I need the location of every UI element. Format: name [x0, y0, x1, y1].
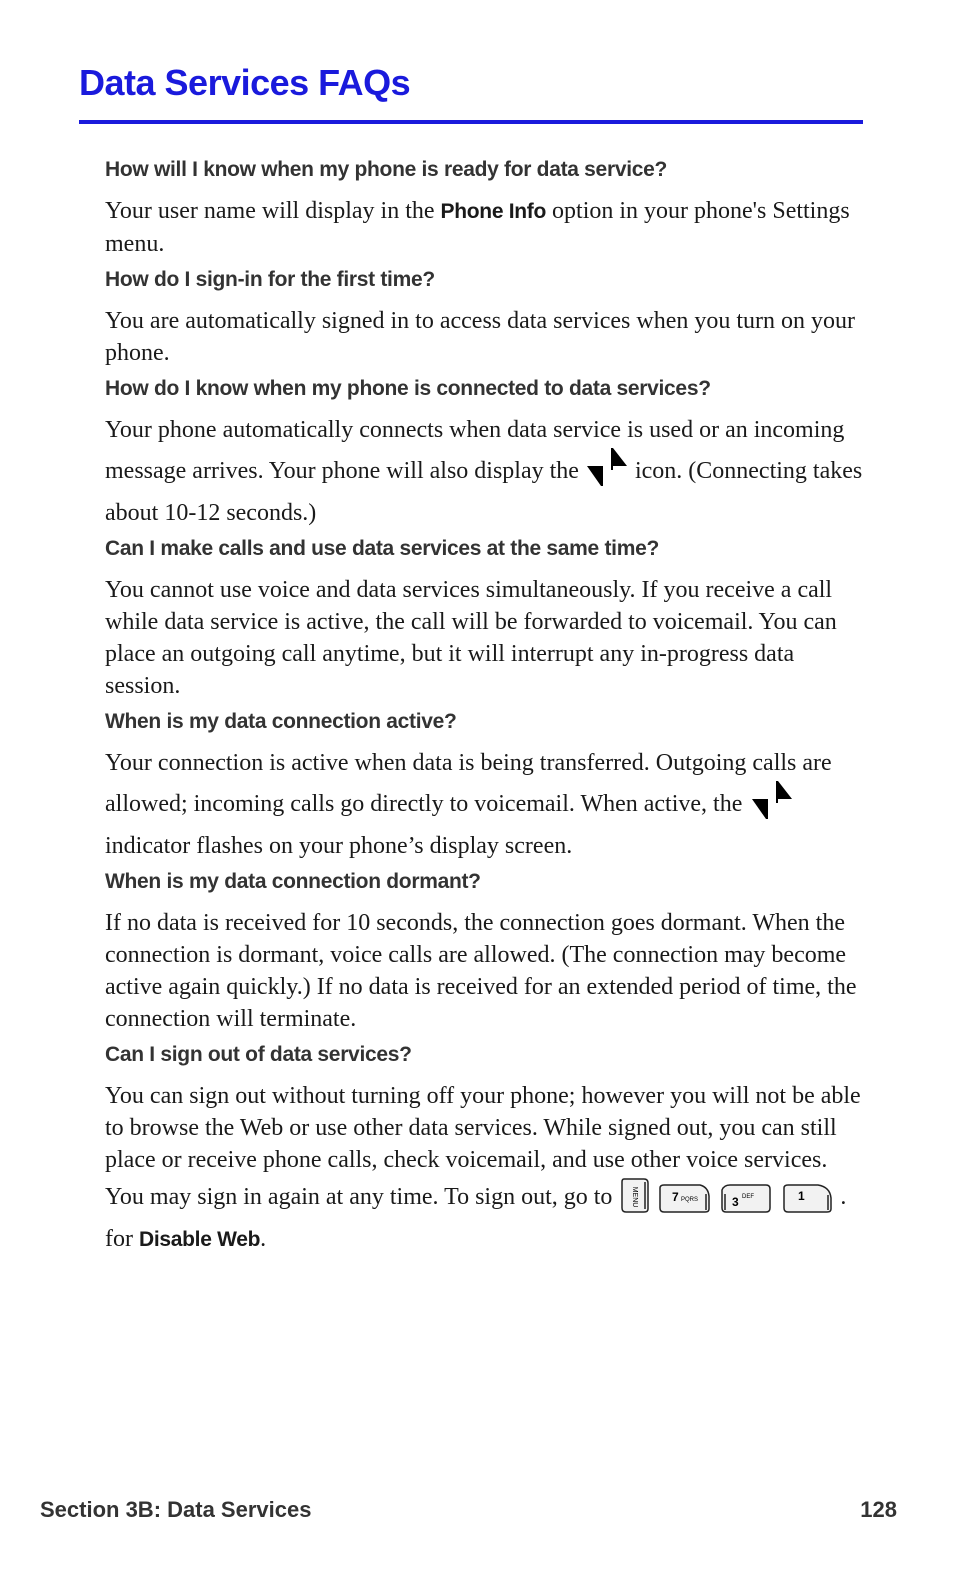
footer-section: Section 3B: Data Services [40, 1497, 312, 1522]
data-arrows-icon [748, 779, 796, 830]
phone-info-term: Phone Info [440, 200, 547, 223]
svg-text:DEF: DEF [742, 1194, 755, 1200]
faq-answer: You cannot use voice and data services simultaneously. If you receive a call while data service is active, the call will be forwarded to voicemail. You can place an outgoing call anytime, but it will interrupt any in-progress data session. [105, 577, 837, 699]
page-number: 128 [860, 1497, 897, 1522]
key-1-icon [780, 1182, 834, 1223]
data-arrows-icon [585, 446, 629, 497]
faq-question: Can I make calls and use data services at the same time? [105, 537, 659, 560]
faq-answer: You can sign out without turning off your phone; however you will not be able to browse the Web or use other data services. While signed out, you can still place or receive phone calls, check voicemail, and use other voice services. You may sign in again at any time. To sign out, go to MENU 7 PQRS 3 DEF 1 . for Disable Web. [105, 1083, 861, 1252]
faq-answer: Your phone automatically connects when data service is used or an incoming message arrives. Your phone will also display the icon. (Connecting takes about 10-12 seconds.) [105, 417, 863, 526]
faq-question: How do I know when my phone is connected to data services? [105, 377, 711, 400]
key-7-icon [656, 1182, 712, 1223]
faq-question: How do I sign-in for the first time? [105, 268, 435, 291]
faq-question: When is my data connection active? [105, 710, 457, 733]
svg-text:MENU: MENU [631, 1186, 639, 1208]
svg-text:7: 7 [672, 1190, 680, 1204]
svg-text:1: 1 [798, 1189, 806, 1203]
faq-answer: Your user name will display in the Phone Info option in your phone's Settings menu. [105, 198, 850, 257]
faq-question: When is my data connection dormant? [105, 870, 481, 893]
svg-text:3: 3 [732, 1195, 740, 1209]
page-title: Data Services FAQs [79, 62, 411, 103]
faq-answer: Your connection is active when data is being transferred. Outgoing calls are allowed; incoming calls go directly to voicemail. When active, the indicator flashes on your phone’s display screen. [105, 750, 832, 859]
title-rule [79, 120, 863, 124]
key-3-icon [718, 1182, 774, 1223]
faq-answer: If no data is received for 10 seconds, the connection goes dormant. When the connection is dormant, voice calls are allowed. (The connection may become active again quickly.) If no data is received for an extended period of time, the connection will terminate. [105, 910, 857, 1032]
menu-key-icon [618, 1176, 650, 1223]
faq-question: How will I know when my phone is ready for data service? [105, 158, 668, 181]
disable-web-term: Disable Web [138, 1228, 261, 1251]
faq-list [105, 154, 865, 1260]
svg-text:PQRS: PQRS [681, 1197, 699, 1203]
faq-answer: You are automatically signed in to access data services when you turn on your phone. [105, 308, 856, 366]
faq-question: Can I sign out of data services? [105, 1043, 412, 1066]
